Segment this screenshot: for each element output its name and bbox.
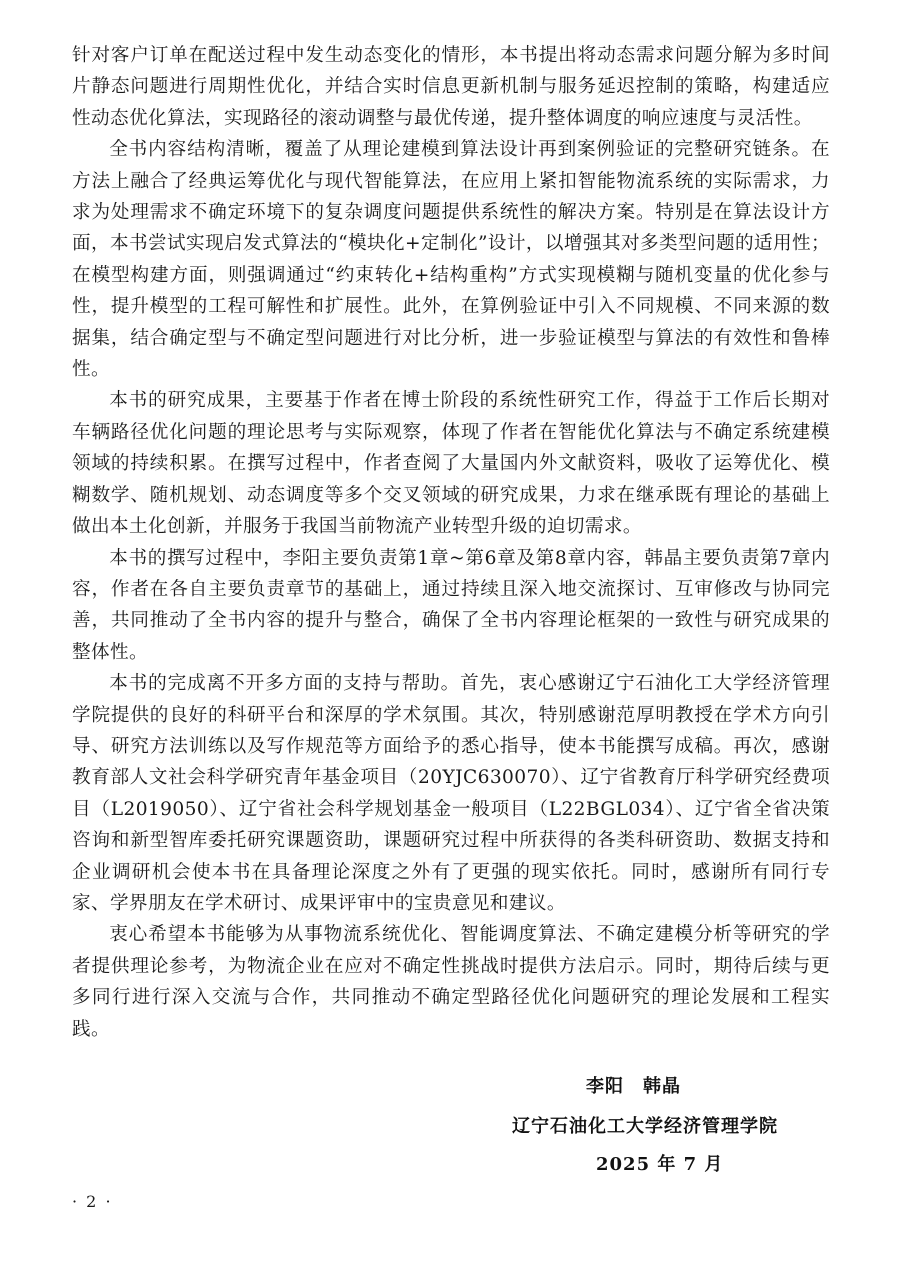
paragraph: 本书的撰写过程中，李阳主要负责第1章~第6章及第8章内容，韩晶主要负责第7章内容，作者在各自主要负责章节的基础上，通过持续且深入地交流探讨、互审修改与协同完善，共同推动了全书内容的提升与整合，确保了全书内容理论框架的一致性与研究成果的整体性。: [72, 547, 830, 663]
page-number: · 2 ·: [72, 1192, 113, 1211]
author-organization: 辽宁石油化工大学经济管理学院: [512, 1116, 778, 1137]
paragraph: 针对客户订单在配送过程中发生动态变化的情形，本书提出将动态需求问题分解为多时间片静态问题进行周期性优化，并结合实时信息更新机制与服务延迟控制的策略，构建适应性动态优化算法，实现路径的滚动调整与最优传递，提升整体调度的响应速度与灵活性。: [72, 45, 830, 129]
paragraph: 本书的完成离不开多方面的支持与帮助。首先，衷心感谢辽宁石油化工大学经济管理学院提供的良好的科研平台和深厚的学术氛围。其次，特别感谢范厚明教授在学术方向引导、研究方法训练以及写作规范等方面给予的悉心指导，使本书能撰写成稿。再次，感谢教育部人文社会科学研究青年基金项目（20YJC630070）、辽宁省教育厅科学研究经费项目（L2019050）、辽宁省社会科学规划基金一般项目（L22BGL034）、辽宁省全省决策咨询和新型智库委托研究课题资助，课题研究过程中所获得的各类科研资助、数据支持和企业调研机会使本书在具备理论深度之外有了更强的现实依托。同时，感谢所有同行专家、学界朋友在学术研讨、成果评审中的宝贵意见和建议。: [72, 673, 830, 914]
signature-date: 2025 年 7 月: [596, 1154, 724, 1175]
paragraph: 本书的研究成果，主要基于作者在博士阶段的系统性研究工作，得益于工作后长期对车辆路径优化问题的理论思考与实际观察，体现了作者在智能优化算法与不确定系统建模领域的持续积累。在撰写过程中，作者查阅了大量国内外文献资料，吸收了运筹优化、模糊数学、随机规划、动态调度等多个交叉领域的研究成果，力求在继承既有理论的基础上做出本土化创新，并服务于我国当前物流产业转型升级的迫切需求。: [72, 390, 830, 538]
body-text: [72, 40, 830, 1045]
author-names: 李阳 韩晶: [586, 1076, 681, 1097]
paragraph: 全书内容结构清晰，覆盖了从理论建模到算法设计再到案例验证的完整研究链条。在方法上融合了经典运筹优化与现代智能算法，在应用上紧扣智能物流系统的实际需求，力求为处理需求不确定环境下的复杂调度问题提供系统性的解决方案。特别是在算法设计方面，本书尝试实现启发式算法的“模块化+定制化”设计，以增强其对多类型问题的适用性；在模型构建方面，则强调通过“约束转化+结构重构”方式实现模糊与随机变量的优化参与性，提升模型的工程可解性和扩展性。此外，在算例验证中引入不同规模、不同来源的数据集，结合确定型与不确定型问题进行对比分析，进一步验证模型与算法的有效性和鲁棒性。: [72, 139, 830, 381]
paragraph: 衷心希望本书能够为从事物流系统优化、智能调度算法、不确定建模分析等研究的学者提供理论参考，为物流企业在应对不确定性挑战时提供方法启示。同时，期待后续与更多同行进行深入交流与合作，共同推动不确定型路径优化问题研究的理论发展和工程实践。: [72, 924, 830, 1040]
